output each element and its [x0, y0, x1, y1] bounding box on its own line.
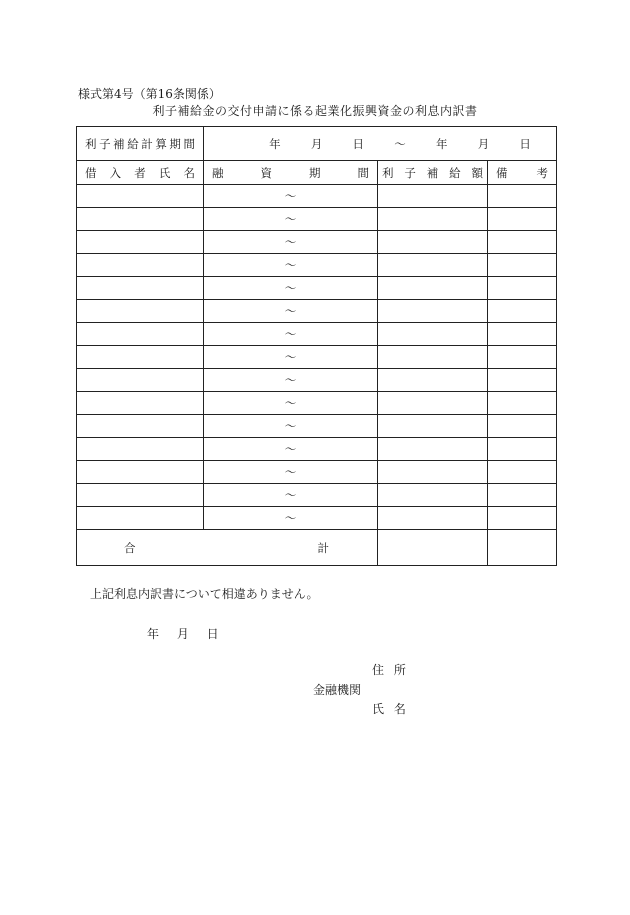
loan-period-cell[interactable]: ～ [204, 208, 378, 231]
period-label-char: 期 [169, 136, 181, 151]
header-char: 資 [260, 165, 272, 180]
borrower-name-cell[interactable] [77, 438, 204, 461]
table-row [77, 254, 557, 277]
subsidy-amount-cell[interactable] [378, 346, 488, 369]
header-char: 入 [109, 165, 122, 180]
remarks-cell[interactable] [488, 507, 557, 530]
period-date-part: 年 [269, 136, 281, 151]
calculation-period-row [77, 127, 557, 161]
total-amount-cell[interactable] [378, 530, 488, 566]
remarks-cell[interactable] [488, 438, 557, 461]
header-char: 期 [309, 165, 321, 180]
loan-period-cell[interactable]: ～ [204, 323, 378, 346]
period-label-char: 給 [127, 136, 139, 151]
document-title: 利子補給金の交付申請に係る起業化振興資金の利息内訳書 [152, 104, 478, 118]
table-row [77, 415, 557, 438]
period-label-char: 算 [155, 136, 167, 151]
period-label-char: 子 [99, 136, 111, 151]
confirmation-statement: 上記利息内訳書について相違ありません。 [90, 587, 319, 601]
borrower-name-cell[interactable] [77, 185, 204, 208]
remarks-cell[interactable] [488, 231, 557, 254]
loan-period-cell[interactable]: ～ [204, 415, 378, 438]
calculation-period-label [77, 127, 204, 161]
loan-period-cell[interactable]: ～ [204, 346, 378, 369]
table-row [77, 484, 557, 507]
loan-period-cell[interactable]: ～ [204, 392, 378, 415]
header-char: 氏 [158, 165, 171, 180]
period-date-part: 月 [310, 136, 323, 151]
borrower-name-cell[interactable] [77, 392, 204, 415]
remarks-cell[interactable] [488, 392, 557, 415]
header-row [77, 161, 557, 185]
total-remarks-cell[interactable] [488, 530, 557, 566]
remarks-cell[interactable] [488, 461, 557, 484]
financial-institution-label: 金融機関 [313, 683, 362, 697]
borrower-name-cell[interactable] [77, 507, 204, 530]
table-row [77, 392, 557, 415]
subsidy-amount-cell[interactable] [378, 369, 488, 392]
borrower-name-cell[interactable] [77, 484, 204, 507]
header-borrower-name [77, 161, 204, 185]
table-row [77, 438, 557, 461]
loan-period-cell[interactable]: ～ [204, 277, 378, 300]
table-row [77, 323, 557, 346]
total-label [77, 530, 378, 566]
loan-period-cell[interactable]: ～ [204, 369, 378, 392]
loan-period-cell[interactable]: ～ [204, 185, 378, 208]
header-char: 子 [404, 165, 416, 180]
period-date-part: ～ [394, 136, 406, 151]
header-char: 間 [357, 165, 369, 180]
subsidy-amount-cell[interactable] [378, 185, 488, 208]
subsidy-amount-cell[interactable] [378, 254, 488, 277]
table-row [77, 208, 557, 231]
borrower-name-cell[interactable] [77, 208, 204, 231]
period-date-part: 日 [352, 136, 365, 151]
header-char: 者 [134, 165, 146, 180]
borrower-name-cell[interactable] [77, 300, 204, 323]
total-label-char: 合 [124, 540, 136, 555]
borrower-name-cell[interactable] [77, 254, 204, 277]
subsidy-amount-cell[interactable] [378, 277, 488, 300]
table-row [77, 369, 557, 392]
remarks-cell[interactable] [488, 300, 557, 323]
form-number: 様式第4号（第16条関係） [78, 87, 221, 101]
header-subsidy-amount [378, 161, 488, 185]
header-char: 備 [496, 165, 508, 180]
period-label-char: 利 [85, 136, 97, 151]
subsidy-amount-cell[interactable] [378, 461, 488, 484]
loan-period-cell[interactable]: ～ [204, 507, 378, 530]
table-row [77, 461, 557, 484]
subsidy-amount-cell[interactable] [378, 507, 488, 530]
header-char: 融 [212, 165, 224, 180]
subsidy-amount-cell[interactable] [378, 415, 488, 438]
header-remarks [488, 161, 557, 185]
subsidy-amount-cell[interactable] [378, 323, 488, 346]
remarks-cell[interactable] [488, 369, 557, 392]
table-row [77, 507, 557, 530]
header-char: 額 [471, 165, 483, 180]
remarks-cell[interactable] [488, 323, 557, 346]
subsidy-amount-cell[interactable] [378, 208, 488, 231]
header-char: 考 [536, 165, 549, 180]
period-label-char: 間 [183, 136, 195, 151]
calculation-period-dates[interactable] [204, 127, 557, 161]
table-row [77, 277, 557, 300]
borrower-name-cell[interactable] [77, 415, 204, 438]
period-date-part: 日 [519, 136, 531, 151]
period-date-part: 月 [477, 136, 490, 151]
loan-period-cell[interactable]: ～ [204, 231, 378, 254]
loan-period-cell[interactable]: ～ [204, 461, 378, 484]
subsidy-amount-cell[interactable] [378, 484, 488, 507]
subsidy-amount-cell[interactable] [378, 300, 488, 323]
table-row [77, 346, 557, 369]
header-char: 借 [85, 165, 97, 180]
address-label: 住 所 [372, 663, 406, 677]
loan-period-cell[interactable]: ～ [204, 484, 378, 507]
total-label-char: 計 [317, 540, 329, 555]
header-loan-period [204, 161, 378, 185]
borrower-name-cell[interactable] [77, 231, 204, 254]
borrower-name-cell[interactable] [77, 461, 204, 484]
period-date-part: 年 [435, 136, 448, 151]
borrower-name-cell[interactable] [77, 277, 204, 300]
borrower-name-cell[interactable] [77, 323, 204, 346]
total-row [77, 530, 557, 566]
remarks-cell[interactable] [488, 415, 557, 438]
table-row [77, 185, 557, 208]
date-line[interactable]: 年 月 日 [147, 627, 219, 641]
loan-period-cell[interactable]: ～ [204, 254, 378, 277]
header-char: 給 [449, 165, 461, 180]
loan-period-cell[interactable]: ～ [204, 300, 378, 323]
borrower-name-cell[interactable] [77, 346, 204, 369]
subsidy-amount-cell[interactable] [378, 438, 488, 461]
remarks-cell[interactable] [488, 208, 557, 231]
name-label: 氏 名 [372, 702, 406, 716]
table-row [77, 300, 557, 323]
loan-period-cell[interactable]: ～ [204, 438, 378, 461]
remarks-cell[interactable] [488, 346, 557, 369]
period-label-char: 補 [113, 136, 125, 151]
remarks-cell[interactable] [488, 484, 557, 507]
header-char: 名 [183, 165, 195, 180]
interest-breakdown-table [76, 126, 557, 566]
borrower-name-cell[interactable] [77, 369, 204, 392]
header-char: 利 [382, 165, 394, 180]
remarks-cell[interactable] [488, 185, 557, 208]
subsidy-amount-cell[interactable] [378, 392, 488, 415]
remarks-cell[interactable] [488, 277, 557, 300]
subsidy-amount-cell[interactable] [378, 231, 488, 254]
header-char: 補 [426, 165, 439, 180]
remarks-cell[interactable] [488, 254, 557, 277]
table-row [77, 231, 557, 254]
period-label-char: 計 [141, 136, 153, 151]
